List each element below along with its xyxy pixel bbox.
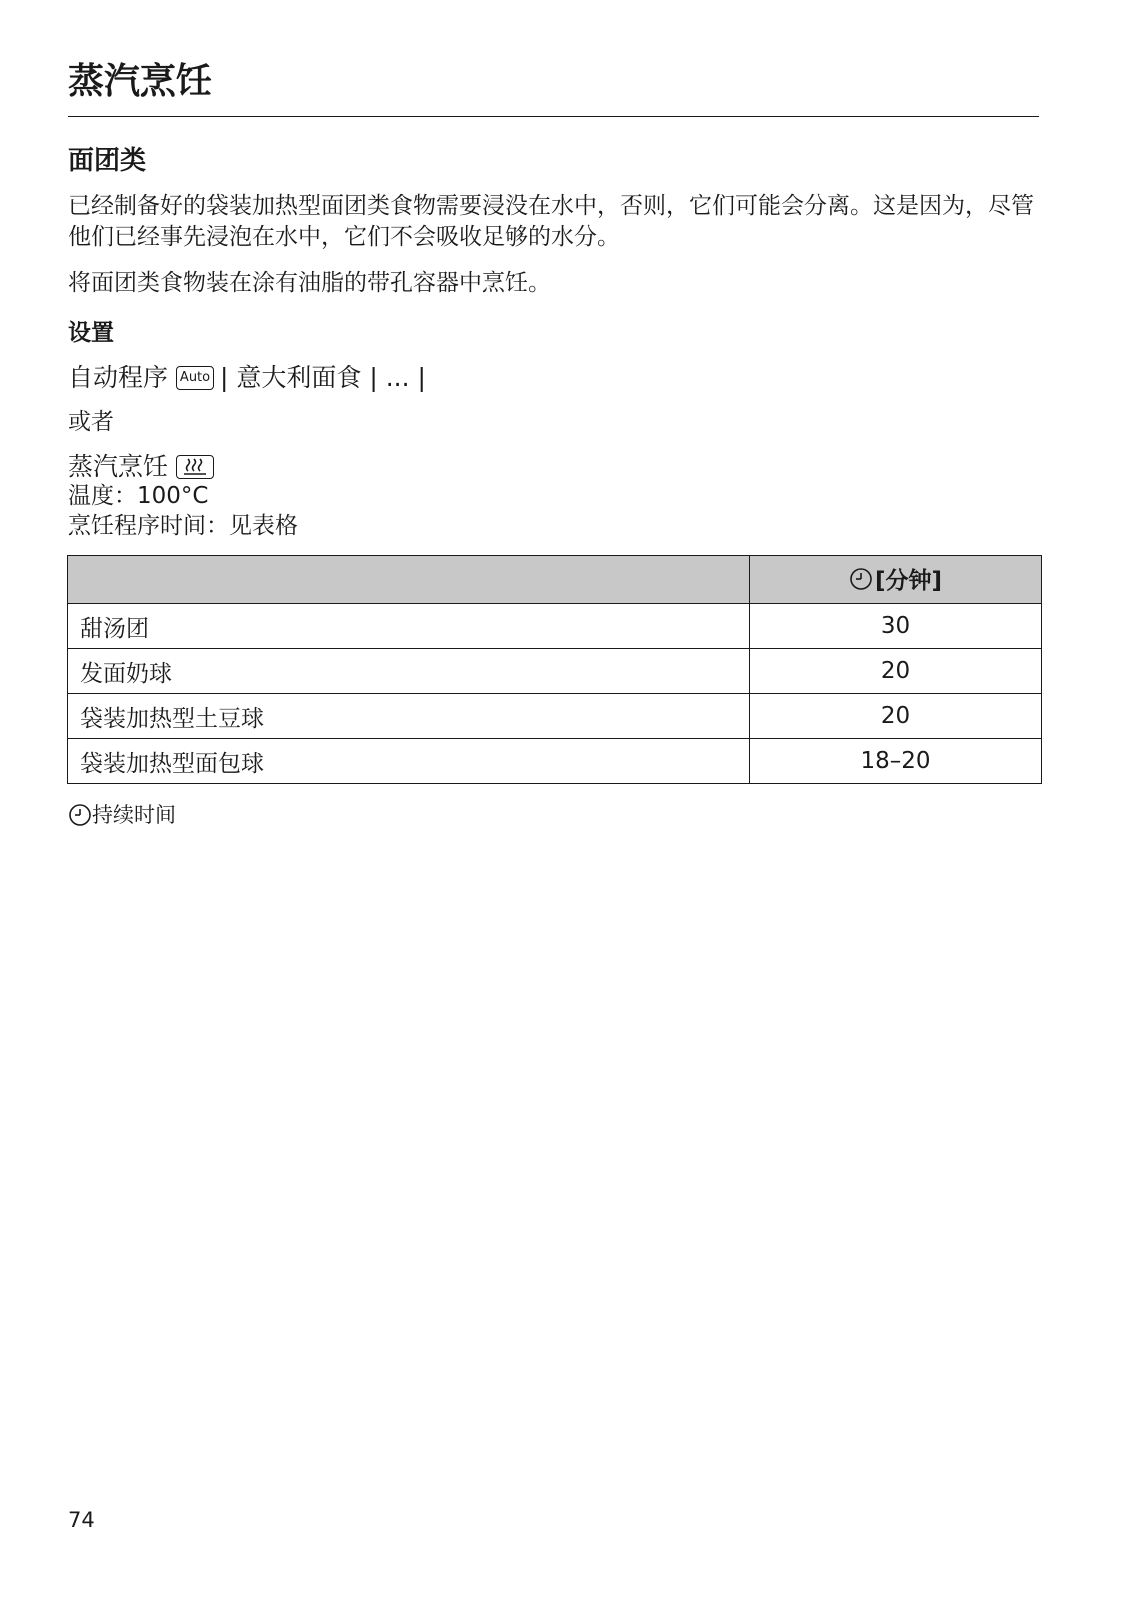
table-row — [68, 694, 1042, 739]
table-row — [68, 739, 1042, 784]
steam-cooking-line — [68, 450, 220, 484]
time-cell: 20 — [750, 649, 1042, 694]
or-text: 或者 — [68, 409, 114, 435]
cooking-time-setting: 烹饪程序时间：见表格 — [68, 513, 298, 539]
header-time — [750, 556, 1042, 604]
temperature-setting: 温度：100°C — [68, 483, 209, 509]
title-divider — [68, 116, 1039, 117]
food-cell: 发面奶球 — [68, 649, 750, 694]
page-title: 蒸汽烹饪 — [68, 61, 213, 102]
food-cell: 袋装加热型面包球 — [68, 739, 750, 784]
section-title: 面团类 — [68, 146, 147, 176]
time-cell: 20 — [750, 694, 1042, 739]
food-cell: 甜汤团 — [68, 604, 750, 649]
clock-icon — [68, 803, 92, 827]
food-cell: 袋装加热型土豆球 — [68, 694, 750, 739]
table-row — [68, 649, 1042, 694]
container-paragraph: 将面团类食物装在涂有油脂的带孔容器中烹饪。 — [68, 270, 551, 296]
time-cell: 18–20 — [750, 739, 1042, 784]
auto-program-path: | 意大利面食 | ... | — [220, 363, 426, 392]
auto-icon: Auto — [176, 366, 214, 390]
intro-paragraph: 已经制备好的袋装加热型面团类食物需要浸没在水中，否则，它们可能会分离。这是因为，尽管他们已经事先浸泡在水中，它们不会吸收足够的水分。 — [68, 193, 1034, 250]
time-cell: 30 — [750, 604, 1042, 649]
auto-program-line — [68, 360, 426, 396]
header-food — [68, 556, 750, 604]
footnote-text: 持续时间 — [92, 803, 176, 827]
steam-cooking-label: 蒸汽烹饪 — [68, 452, 169, 481]
table-header-row — [68, 556, 1042, 604]
page-number: 74 — [68, 1508, 95, 1532]
steam-icon — [176, 455, 214, 479]
table-row — [68, 604, 1042, 649]
cooking-time-table — [67, 555, 1042, 784]
settings-heading: 设置 — [68, 320, 114, 346]
auto-program-label: 自动程序 — [68, 363, 169, 392]
clock-icon — [849, 567, 873, 591]
duration-footnote — [68, 800, 176, 830]
header-time-label: [分钟] — [874, 568, 943, 595]
